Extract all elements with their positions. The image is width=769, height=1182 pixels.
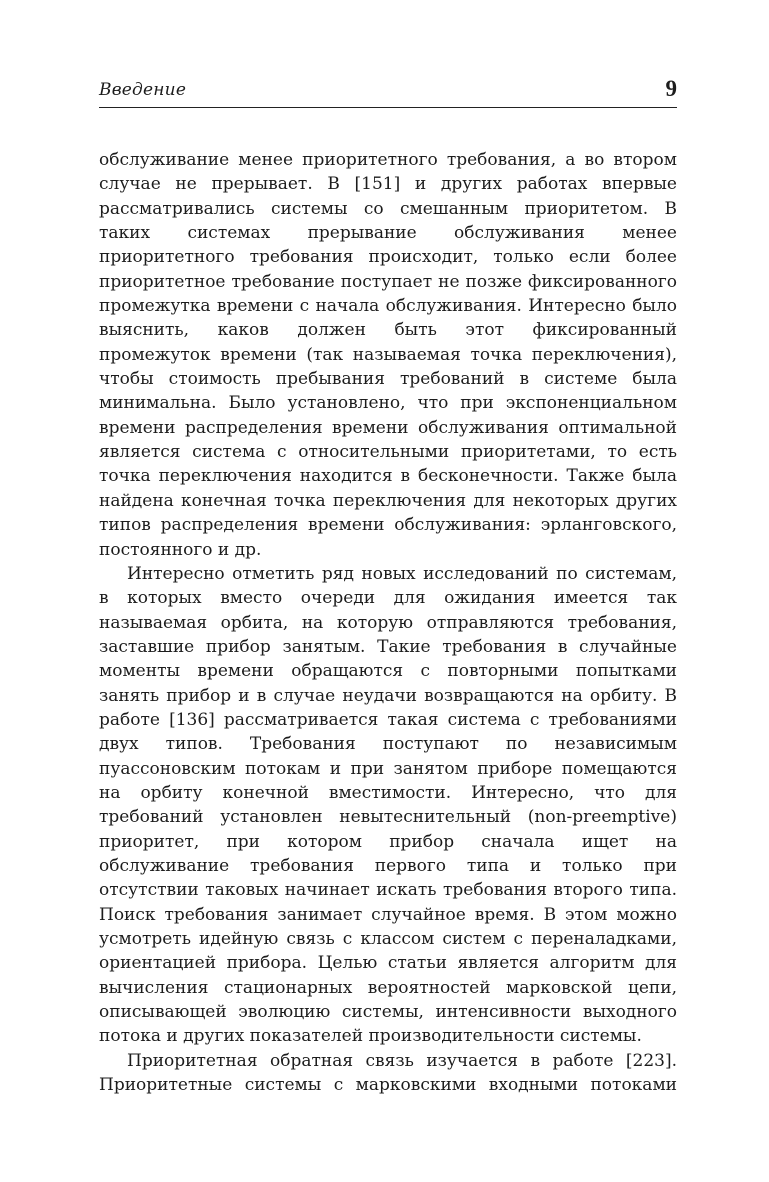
paragraph: обслуживание менее приоритетного требования, а во втором случае не прерывает. В [151] и других работах впервые рассматривались системы со смешанным приоритетом. В таких системах прерывание обслуживания менее приоритетного требования происходит, только если более приоритетное требование поступает не позже фиксированного промежутка времени с начала обслуживания. Интересно было выяснить, каков должен быть этот фиксированный промежуток времени (так называемая точка переключения), чтобы стоимость пребывания требований в системе была минимальна. Было установлено, что при экспоненциальном времени распределения времени обслуживания оптимальной является система с относительными приоритетами, то есть точка переключения находится в бесконечности. Также была найдена конечная точка переключения для некоторых других типов распределения времени обслуживания: эрланговского, постоянного и др. bbox=[99, 150, 677, 560]
paragraph: Приоритетная обратная связь изучается в работе [223]. Приоритетные системы с марковскими входными потоками bbox=[99, 1050, 677, 1096]
running-head bbox=[99, 77, 677, 108]
body-text bbox=[99, 148, 677, 1097]
running-title: Введение bbox=[99, 80, 187, 100]
page-number: 9 bbox=[665, 76, 677, 101]
paragraph: Интересно отметить ряд новых исследований по системам, в которых вместо очереди для ожидания имеется так называемая орбита, на которую отправляются требования, заставшие прибор занятым. Такие требования в случайные моменты времени обращаются с повторными попытками занять прибор и в случае неудачи возвращаются на орбиту. В работе [136] рассматривается такая система с требованиями двух типов. Требования поступают по независимым пуассоновским потокам и при занятом приборе помещаются на орбиту конечной вместимости. Интересно, что для требований установлен невытеснительный (non-preemptive) приоритет, при котором прибор сначала ищет на обслуживание требования первого типа и только при отсутствии таковых начинает искать требования второго типа. Поиск требования занимает случайное время. В этом можно усмотреть идейную связь с классом систем с переналадками, ориентацией прибора. Целью статьи является алгоритм для вычисления стационарных вероятностей марковской цепи, описывающей эволюцию системы, интенсивности выходного потока и других показателей производительности системы. bbox=[99, 563, 677, 1047]
